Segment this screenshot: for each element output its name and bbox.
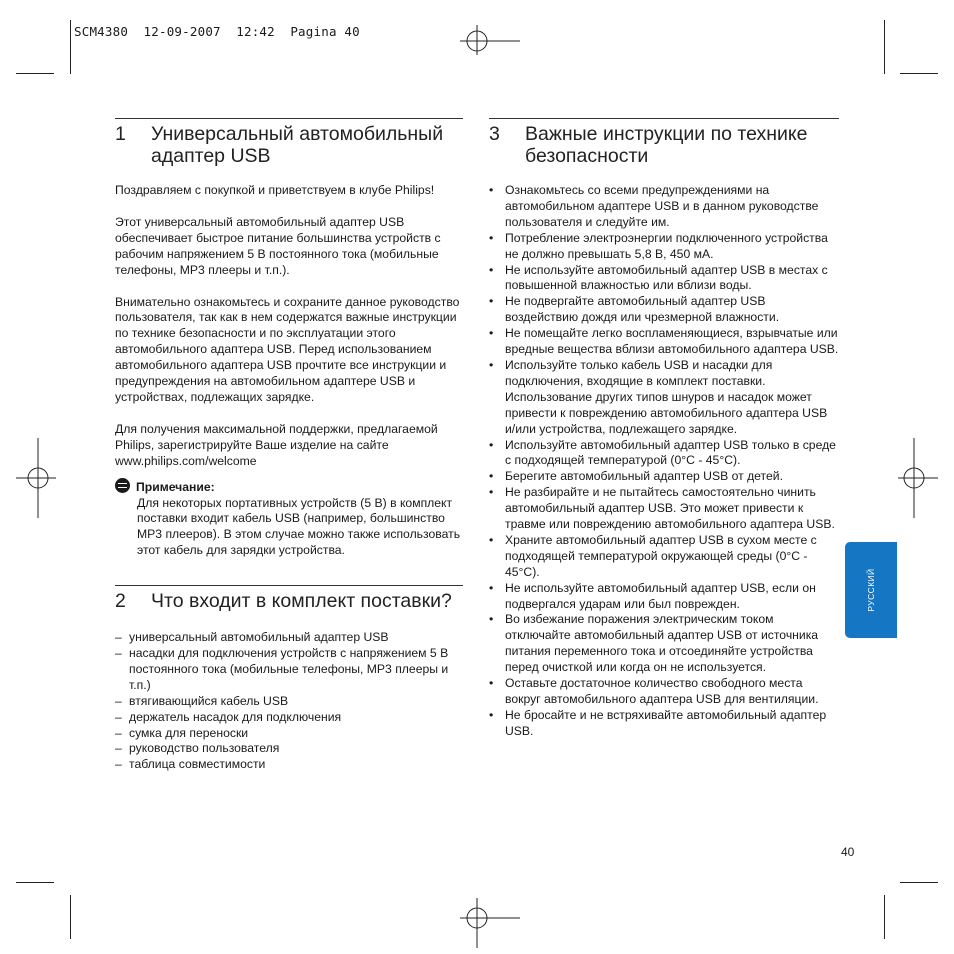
language-tab	[845, 542, 897, 638]
section-title-line: Что входит в комплект поставки?	[151, 590, 452, 613]
list-item: – универсальный автомобильный адаптер USB	[115, 630, 463, 646]
section-1-body	[115, 183, 463, 470]
safety-instructions-list	[489, 183, 839, 740]
list-item: • Не помещайте легко воспламеняющиеся, взрывчатые или вредные вещества вблизи автомобильного адаптера USB.	[489, 326, 839, 358]
paragraph: Внимательно ознакомьтесь и сохраните данное руководство пользователя, так как в нем содержатся важные инструкции по технике безопасности и по эксплуатации этого автомобильного адаптера USB. Перед использованием автомобильного адаптера USB прочтите все инструкции и предупреждения на автомобильном адаптере USB и устройствах, подлежащих зарядке.	[115, 294, 460, 404]
note-icon	[115, 478, 130, 493]
language-tab-label: РУССКИЙ	[866, 568, 876, 612]
list-item: – руководство пользователя	[115, 741, 463, 757]
list-item: • Оставьте достаточное количество свободного места вокруг автомобильного адаптера USB для вентиляции.	[489, 676, 839, 708]
crop-mark	[884, 895, 885, 939]
crop-mark	[16, 882, 54, 883]
registration-mark-icon	[460, 898, 520, 948]
list-item: – насадки для подключения устройств с напряжением 5 В постоянного тока (мобильные телефоны, MP3 плееры и т.п.)	[115, 646, 463, 694]
list-item: • Во избежание поражения электрическим током отключайте автомобильный адаптер USB от источника питания переменного тока и отсоединяйте устройства перед очисткой или когда он не используется.	[489, 612, 839, 676]
crop-mark	[70, 20, 71, 74]
paragraph: Поздравляем с покупкой и приветствуем в клубе Philips!	[115, 183, 435, 197]
section-title-line: Универсальный автомобильный	[151, 123, 444, 145]
list-item: • Не подвергайте автомобильный адаптер USB воздействию дождя или чрезмерной влажности.	[489, 294, 839, 326]
section-number: 2	[115, 590, 126, 613]
section-title-line: адаптер USB	[151, 145, 271, 167]
package-contents-list	[115, 630, 463, 773]
list-item: – таблица совместимости	[115, 757, 463, 773]
list-item: • Не используйте автомобильный адаптер USB в местах с повышенной влажностью или вблизи воды.	[489, 263, 839, 295]
list-item: – сумка для переноски	[115, 726, 463, 742]
section-divider	[489, 118, 839, 119]
registration-mark-icon	[898, 438, 938, 518]
registration-mark-icon	[460, 25, 520, 55]
list-item: • Используйте только кабель USB и насадки для подключения, входящие в комплект поставки. Использование других типов шнуров и насадок может привести к повреждению автомобильного адаптера USB и/или устройства, подлежащего зарядке.	[489, 358, 839, 438]
paragraph: Для получения максимальной поддержки, предлагаемой Philips, зарегистрируйте Ваше изделие на сайте www.philips.com/welcome	[115, 421, 438, 468]
note-label: Примечание:	[136, 479, 215, 494]
crop-mark	[900, 882, 938, 883]
print-header: SCM4380 12-09-2007 12:42 Pagina 40	[74, 24, 360, 39]
section-number: 1	[115, 123, 126, 145]
left-column	[115, 118, 463, 773]
paragraph: Этот универсальный автомобильный адаптер USB обеспечивает быстрое питание большинства устройств с рабочим напряжением 5 В постоянного тока (мобильные телефоны, MP3 плееры и т.п.).	[115, 214, 441, 277]
list-item: • Храните автомобильный адаптер USB в сухом месте с подходящей температурой окружающей среды (0°C - 45°C).	[489, 533, 839, 581]
list-item: • Используйте автомобильный адаптер USB только в среде с подходящей температурой (0°C - 45°C).	[489, 438, 839, 470]
section-number: 3	[489, 123, 500, 145]
crop-mark	[884, 20, 885, 74]
section-divider	[115, 585, 463, 586]
crop-mark	[16, 73, 54, 74]
note-block	[115, 478, 463, 560]
page-number: 40	[841, 845, 855, 859]
crop-mark	[900, 73, 938, 74]
list-item: – втягивающийся кабель USB	[115, 694, 463, 710]
list-item: • Не разбирайте и не пытайтесь самостоятельно чинить автомобильный адаптер USB. Это может привести к травме или повреждению автомобильного адаптера USB.	[489, 485, 839, 533]
list-item: • Не используйте автомобильный адаптер USB, если он подвергался ударам или был поврежден.	[489, 581, 839, 613]
list-item: • Берегите автомобильный адаптер USB от детей.	[489, 469, 839, 485]
section-divider	[115, 118, 463, 119]
list-item: • Не бросайте и не встряхивайте автомобильный адаптер USB.	[489, 708, 839, 740]
section-1-title	[115, 123, 463, 167]
section-title-line: безопасности	[525, 145, 649, 167]
section-title-line: Важные инструкции по технике	[525, 123, 808, 145]
crop-mark	[70, 895, 71, 939]
section-3-title	[489, 123, 839, 167]
right-column	[489, 118, 839, 740]
note-text: Для некоторых портативных устройств (5 В) в комплект поставки входит кабель USB (например, большинство MP3 плееров). В этом случае можно также использовать этот кабель для зарядки устройства.	[137, 495, 461, 558]
list-item: • Потребление электроэнергии подключенного устройства не должно превышать 5,8 В, 450 мА.	[489, 231, 839, 263]
section-2-title	[115, 590, 463, 612]
registration-mark-icon	[16, 438, 56, 518]
list-item: • Ознакомьтесь со всеми предупреждениями на автомобильном адаптере USB и в данном руководстве пользователя и следуйте им.	[489, 183, 839, 231]
list-item: – держатель насадок для подключения	[115, 710, 463, 726]
